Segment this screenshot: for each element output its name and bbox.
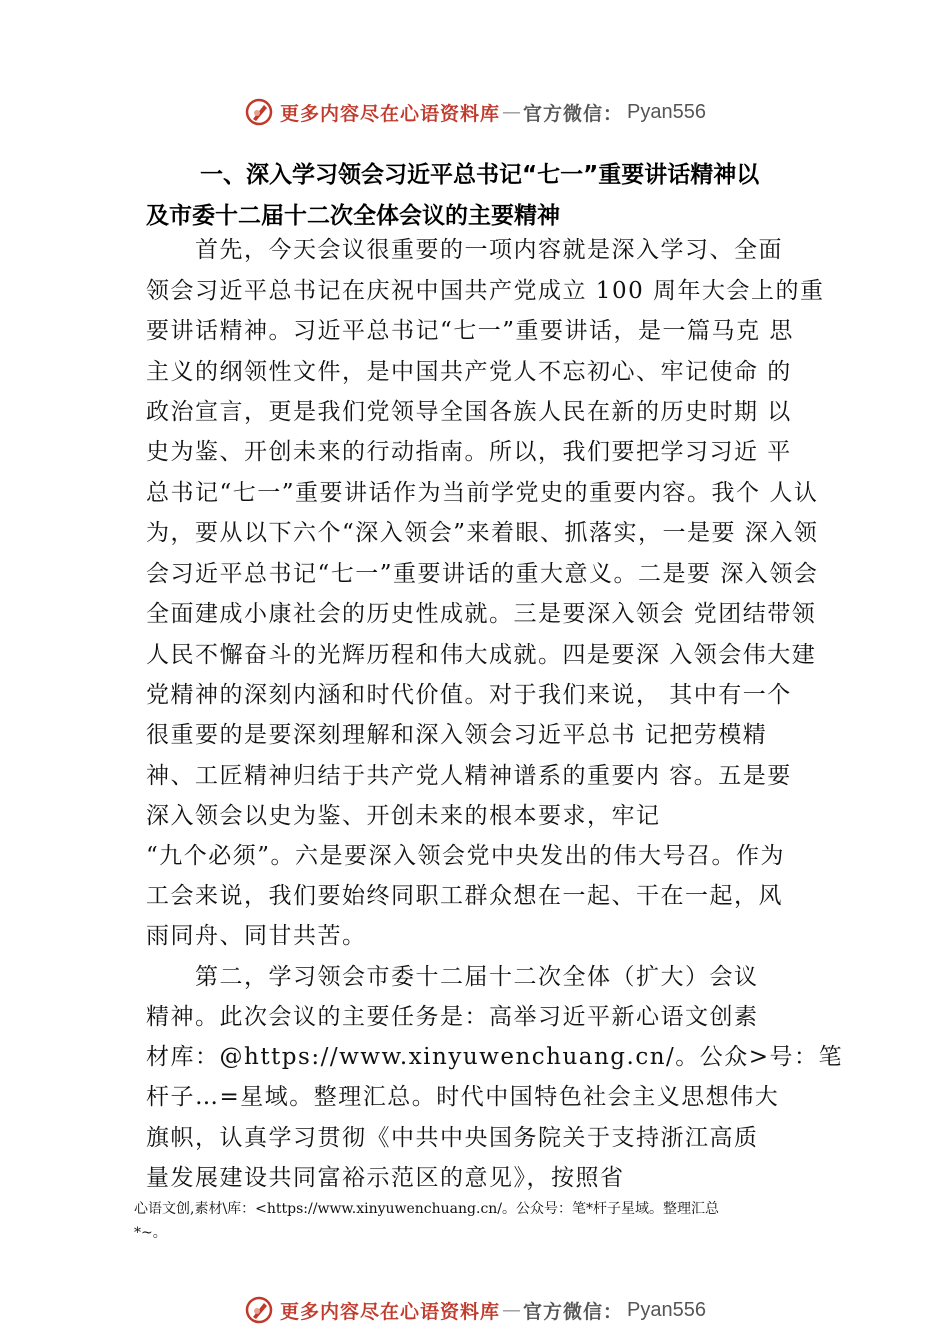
footnote-line-1: 心语文创,素材\库：<https://www.xinyuwenchuang.cn/。公众号：笔*杆子星域。整理汇总 (134, 1201, 720, 1217)
body-line: 旗帜，认真学习贯彻《中共中央国务院关于支持浙江高质 (146, 1125, 759, 1151)
body-line: 量发展建设共同富裕示范区的意见》，按照省 (146, 1165, 625, 1191)
body-line: 要讲话精神。习近平总书记“七一”重要讲话，是一篇马克 思 (146, 318, 794, 344)
body-line: 深入领会以史为鉴、开创未来的根本要求，牢记 (146, 803, 661, 829)
body-line: 神、工匠精神归结于共产党人精神谱系的重要内 容。五是要 (146, 763, 792, 789)
body-line: 精神。此次会议的主要任务是：高举习近平新心语文创素 (146, 1004, 759, 1030)
banner-title: 更多内容尽在心语资料库 (280, 1300, 501, 1323)
body-line: “九个必须”。六是要深入领会党中央发出的伟大号召。作为 (146, 843, 786, 869)
footer-banner (0, 1290, 950, 1330)
body-line: 人民不懈奋斗的光辉历程和伟大成就。四是要深 入领会伟大建 (146, 642, 817, 668)
body-line: 主义的纲领性文件，是中国共产党人不忘初心、牢记使命 的 (146, 359, 792, 385)
pen-logo-icon (244, 97, 274, 127)
section-heading-line-2: 及市委十二届十二次全体会议的主要精神 (146, 203, 560, 229)
body-line: 材库：@https://www.xinyuwenchuang.cn/。公众>号：笔 (146, 1044, 844, 1070)
body-line: 史为鉴、开创未来的行动指南。所以，我们要把学习习近 平 (146, 439, 792, 465)
banner-separator: — (502, 1299, 522, 1321)
body-line: 第二，学习领会市委十二届十二次全体（扩大）会议 (146, 964, 759, 990)
pen-logo-icon (244, 1295, 274, 1325)
body-line: 雨同舟、同甘共苦。 (146, 923, 367, 949)
body-line: 杆子…=星域。整理汇总。时代中国特色社会主义思想伟大 (146, 1084, 780, 1110)
body-line: 很重要的是要深刻理解和深入领会习近平总书 记把劳模精 (146, 722, 768, 748)
header-banner (0, 92, 950, 132)
banner-separator: — (502, 101, 522, 123)
body-line: 会习近平总书记“七一”重要讲话的重大意义。二是要 深入领会 (146, 561, 819, 587)
section-heading-line-1: 一、深入学习领会习近平总书记“七一”重要讲话精神以 (200, 162, 760, 188)
body-line: 全面建成小康社会的历史性成就。三是要深入领会 党团结带领 (146, 601, 817, 627)
body-line: 领会习近平总书记在庆祝中国共产党成立 100 周年大会上的重 (146, 278, 825, 304)
banner-wechat-label: 官方微信： (523, 1300, 624, 1323)
body-line: 首先，今天会议很重要的一项内容就是深入学习、全面 (146, 237, 783, 263)
body-line: 党精神的深刻内涵和时代价值。对于我们来说， 其中有一个 (146, 682, 792, 708)
body-line: 为，要从以下六个“深入领会”来着眼、抓落实，一是要 深入领 (146, 520, 819, 546)
body-line: 总书记“七一”重要讲话作为当前学党史的重要内容。我个 人认 (146, 480, 819, 506)
banner-wechat-id: Pyan556 (627, 1298, 706, 1321)
body-line: 政治宣言，更是我们党领导全国各族人民在新的历史时期 以 (146, 399, 792, 425)
banner-wechat-label: 官方微信： (523, 102, 624, 125)
banner-wechat-id: Pyan556 (627, 100, 706, 123)
body-line: 工会来说，我们要始终同职工群众想在一起、干在一起，风 (146, 883, 783, 909)
footnote-line-2: *~。 (134, 1225, 167, 1241)
banner-title: 更多内容尽在心语资料库 (280, 102, 501, 125)
